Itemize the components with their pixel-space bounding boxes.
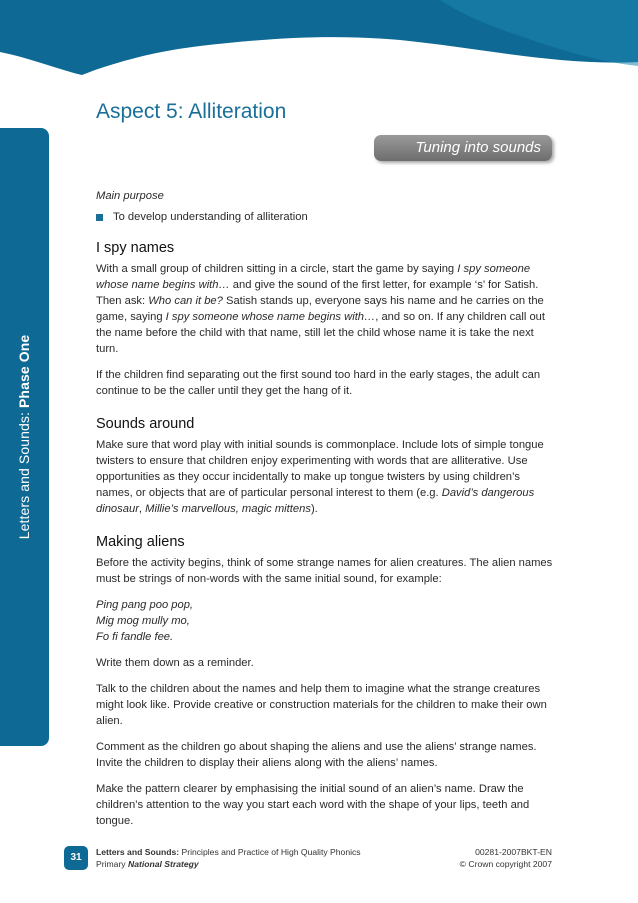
making-aliens-paragraph-2: Write them down as a reminder. — [96, 657, 254, 669]
section-sounds-around — [96, 415, 554, 517]
footer-reference — [460, 846, 552, 870]
alien-name: Fo fi fandle fee. — [96, 631, 174, 643]
page-title: Aspect 5: Alliteration — [96, 100, 287, 123]
bullet-square-icon — [96, 214, 103, 221]
i-spy-paragraph-2: If the children find separating out the first sound too hard in the early stages, the adult can continue to be the caller until they get the hang of it. — [96, 369, 541, 397]
sidebar-series: Letters and Sounds: — [16, 412, 32, 540]
section-making-aliens — [96, 533, 554, 829]
making-aliens-paragraph-3: Talk to the children about the names and help them to imagine what the strange creatures might look like. Provide creative or construction materials for the children to make their own alien. — [96, 683, 547, 727]
footer-strategy-name: National Strategy — [128, 859, 199, 869]
footer-strategy-prefix: Primary — [96, 859, 128, 869]
footer-publication — [96, 846, 361, 870]
making-aliens-heading: Making aliens — [96, 534, 185, 550]
main-purpose-text: To develop understanding of alliteration — [113, 211, 308, 223]
header-wave-decoration — [0, 0, 638, 90]
i-spy-paragraph-1: With a small group of children sitting in a circle, start the game by saying I spy someone whose name begins with… and give the sound of the first letter, for example ‘s’ for Satish. Then ask: Who can it be? Satish stands up, everyone says his name and he carries on the game, saying I spy someone whose name begins with…, and so on. If any children call out the name before the child with that name, still let the child whose name it is take the next turn. — [96, 263, 546, 355]
i-spy-heading: I spy names — [96, 240, 175, 256]
sounds-around-heading: Sounds around — [96, 416, 195, 432]
making-aliens-paragraph-1: Before the activity begins, think of some strange names for alien creatures. The alien names must be strings of non-words with the same initial sound, for example: — [96, 557, 553, 585]
footer-book-title: Letters and Sounds: — [96, 847, 180, 857]
alien-name: Mig mog mully mo, — [96, 615, 190, 627]
making-aliens-paragraph-5: Make the pattern clearer by emphasising the initial sound of an alien’s name. Draw the children’s attention to the way you start each word with the shape of your lips, teeth and tongue. — [96, 783, 530, 827]
footer-ref-code: 00281-2007BKT-EN — [475, 847, 552, 857]
sidebar-label — [16, 335, 32, 539]
alien-name: Ping pang poo pop, — [96, 599, 194, 611]
section-badge: Tuning into sounds — [374, 135, 552, 161]
page-number: 31 — [64, 846, 88, 870]
making-aliens-paragraph-4: Comment as the children go about shaping the aliens and use the aliens’ strange names. Invite the children to display their aliens along with the aliens’ names. — [96, 741, 537, 769]
main-purpose-bullet — [96, 209, 554, 225]
sidebar-phase: Phase One — [16, 334, 32, 409]
main-content — [96, 188, 554, 845]
alien-names-list — [96, 597, 554, 645]
sounds-around-paragraph: Make sure that word play with initial sounds is commonplace. Include lots of simple tongue twisters to ensure that children enjoy experimenting with words that are alliterative. Use opportunities as they occur incidentally to make up tongue twisters by using children’s names, or objects that are of particular personal interest to them (e.g. David’s dangerous dinosaur, Millie’s marvellous, magic mittens). — [96, 439, 544, 515]
section-i-spy-names — [96, 239, 554, 399]
footer-copyright: © Crown copyright 2007 — [459, 859, 552, 869]
footer-book-subtitle: Principles and Practice of High Quality Phonics — [179, 847, 361, 857]
main-purpose-heading: Main purpose — [96, 190, 164, 202]
